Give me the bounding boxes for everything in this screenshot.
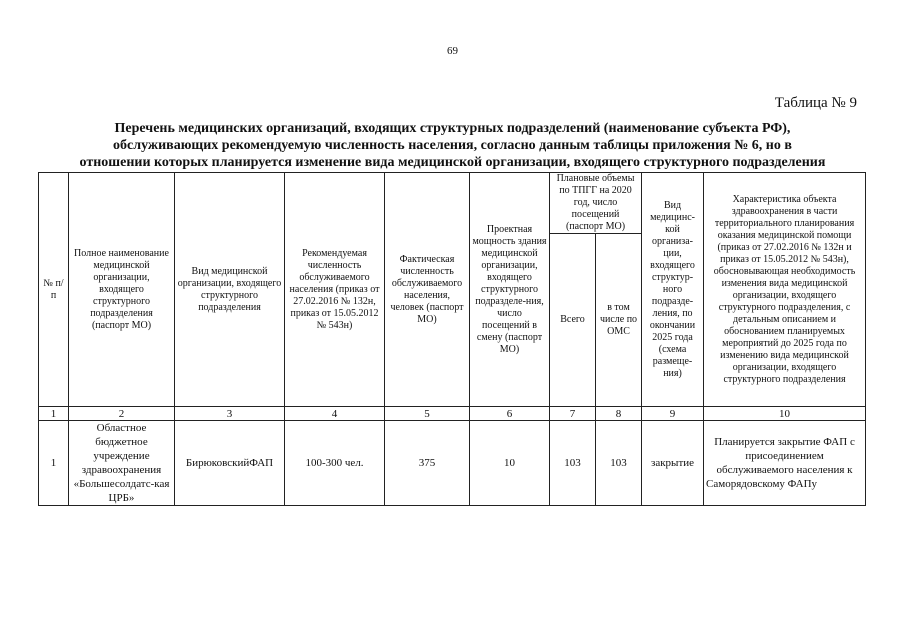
header-recommended: Рекомендуемая численность обслуживаемого населения (приказ от 27.02.2016 № 132н, приказ от 15.05.2012 № 543н) xyxy=(285,173,385,407)
cell-name: Областное бюджетное учреждение здравоохранения «Большесолдатс-кая ЦРБ» xyxy=(69,421,175,506)
cell-type: БирюковскийФАП xyxy=(175,421,285,506)
header-planned: Плановые объемы по ТПГГ на 2020 год, число посещений (паспорт МО) xyxy=(550,173,642,234)
header-planned-total: Всего xyxy=(550,234,596,407)
cell-recommended: 100-300 чел. xyxy=(285,421,385,506)
column-number: 5 xyxy=(385,407,470,421)
table-label: Таблица № 9 xyxy=(774,95,857,111)
column-number: 6 xyxy=(470,407,550,421)
cell-characteristic: Планируется закрытие ФАП с присоединением обслуживаемого населения к Саморядовскому ФАПу xyxy=(704,421,866,506)
cell-planned-total: 103 xyxy=(550,421,596,506)
heading-line: обслуживающих рекомендуемую численность населения, согласно данным таблицы приложения № 6, но в xyxy=(113,138,792,153)
column-number: 10 xyxy=(704,407,866,421)
column-number: 2 xyxy=(69,407,175,421)
column-number: 4 xyxy=(285,407,385,421)
column-number: 3 xyxy=(175,407,285,421)
cell-actual: 375 xyxy=(385,421,470,506)
header-planned-oms: в том числе по ОМС xyxy=(596,234,642,407)
column-number: 8 xyxy=(596,407,642,421)
header-type: Вид медицинской организации, входящего структурного подразделения xyxy=(175,173,285,407)
header-characteristic: Характеристика объекта здравоохранения в части территориального планирования оказания медицинской помощи (приказ от 27.02.2016 № 132н и приказ от 15.05.2012 № 543н), обосновывающая необходимость изменения вида медицинской организации, входящего структурного подразделения, с детальным описанием и обоснованием планируемых мероприятий до 2025 года по изменению вида медицинской организации, входящего структурного подразделения xyxy=(704,173,866,407)
document-heading xyxy=(30,120,875,171)
header-name: Полное наименование медицинской организации, входящего структурного подразделения (паспорт МО) xyxy=(69,173,175,407)
cell-capacity: 10 xyxy=(470,421,550,506)
heading-line: отношении которых планируется изменение вида медицинской организации, входящего структурного подразделения xyxy=(79,155,826,170)
column-number: 7 xyxy=(550,407,596,421)
column-number: 1 xyxy=(39,407,69,421)
organizations-table xyxy=(38,172,866,506)
table-row xyxy=(39,421,866,506)
page-number: 69 xyxy=(447,45,458,57)
header-num: № п/п xyxy=(39,173,69,407)
column-numbers-row xyxy=(39,407,866,421)
cell-num: 1 xyxy=(39,421,69,506)
heading-line: Перечень медицинских организаций, входящих структурных подразделений (наименование субъекта РФ), xyxy=(114,121,791,136)
header-actual: Фактическая численность обслуживаемого населения, человек (паспорт МО) xyxy=(385,173,470,407)
column-number: 9 xyxy=(642,407,704,421)
header-planned-type: Вид медицинс-кой организа-ции, входящего структур-ного подразде-ления, по окончании 2025 года (схема размеще-ния) xyxy=(642,173,704,407)
cell-planned-oms: 103 xyxy=(596,421,642,506)
cell-planned-type: закрытие xyxy=(642,421,704,506)
header-capacity: Проектная мощность здания медицинской организации, входящего структурного подразделе-ния, число посещений в смену (паспорт МО) xyxy=(470,173,550,407)
